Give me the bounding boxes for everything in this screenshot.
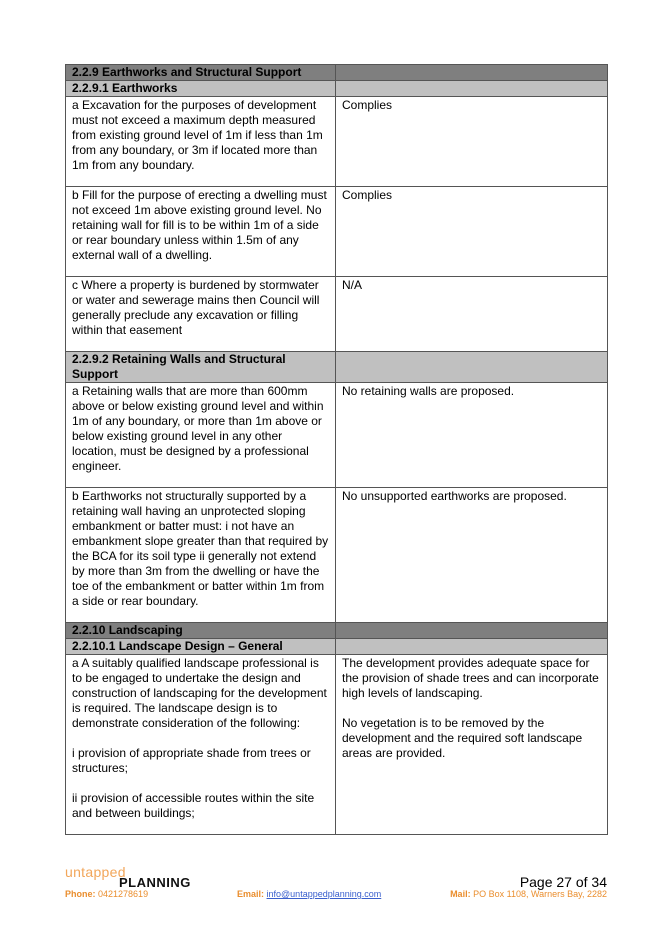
requirement-text: a A suitably qualified landscape professional is to be engaged to undertake the design and construction of landscaping for the development is required. The landscape design is to demonstrate consideration of the following: — [72, 656, 327, 730]
response-cell — [336, 488, 608, 623]
requirement-text: b Earthworks not structurally supported by a retaining wall having an unprotected sloping embankment or batter must: i not have an embankment slope greater than that required by the BCA for its soil type ii generally not extend by more than 3m from the dwelling or have the toe of the embankment or batter within 1m from a side or rear boundary. — [72, 489, 329, 608]
section-heading-row — [66, 623, 608, 639]
email-label: Email: — [237, 889, 265, 899]
requirement-cell — [66, 383, 336, 488]
paragraph-gap — [72, 776, 329, 791]
response-text: No unsupported earthworks are proposed. — [342, 489, 567, 503]
response-text: No vegetation is to be removed by the development and the required soft landscape areas are provided. — [342, 716, 583, 760]
section-title: 2.2.9.2 Retaining Walls and Structural Support — [66, 352, 336, 383]
paragraph-gap — [72, 731, 329, 746]
contact-row — [65, 889, 607, 903]
section-title: 2.2.9.1 Earthworks — [66, 81, 336, 97]
section-title-empty-cell — [336, 352, 608, 383]
requirement-row — [66, 187, 608, 277]
requirement-row — [66, 488, 608, 623]
response-cell — [336, 655, 608, 835]
contact-mail — [450, 889, 607, 899]
requirement-row — [66, 97, 608, 187]
response-text: Complies — [342, 188, 393, 202]
response-text: Complies — [342, 98, 393, 112]
section-title-empty-cell — [336, 639, 608, 655]
page-number: Page 27 of 34 — [519, 874, 607, 890]
response-cell — [336, 97, 608, 187]
requirement-row — [66, 277, 608, 352]
section-title: 2.2.10 Landscaping — [66, 623, 336, 639]
mail-value: PO Box 1108, Warners Bay, 2282 — [473, 889, 607, 899]
requirement-text: ii provision of accessible routes within the site and between buildings; — [72, 791, 315, 820]
response-cell — [336, 187, 608, 277]
contact-email — [237, 889, 381, 899]
requirement-cell — [66, 97, 336, 187]
mail-label: Mail: — [450, 889, 471, 899]
requirement-text: a Excavation for the purposes of development must not exceed a maximum depth measured from existing ground level of 1m if less than 1m from any boundary, or 3m if located more than 1m from any boundary. — [72, 98, 323, 172]
response-text: The development provides adequate space for the provision of shade trees and can incorporate high levels of landscaping. — [342, 656, 599, 700]
requirement-row — [66, 655, 608, 835]
response-cell — [336, 277, 608, 352]
phone-label: Phone: — [65, 889, 96, 899]
page-footer — [0, 860, 670, 947]
contact-phone — [65, 889, 148, 899]
response-text: No retaining walls are proposed. — [342, 384, 515, 398]
requirement-cell — [66, 277, 336, 352]
company-logo — [65, 864, 195, 892]
section-title: 2.2.9 Earthworks and Structural Support — [66, 65, 336, 81]
logo-text-planning: PLANNING — [119, 875, 191, 890]
requirement-row — [66, 383, 608, 488]
paragraph-gap — [342, 701, 601, 716]
email-link[interactable]: info@untappedplanning.com — [266, 889, 382, 899]
section-title-empty-cell — [336, 65, 608, 81]
subsection-heading-row — [66, 81, 608, 97]
compliance-table-body — [66, 65, 608, 835]
requirement-text: b Fill for the purpose of erecting a dwelling must not exceed 1m above existing ground level. No retaining wall for fill is to be within 1m of a side or rear boundary unless within 1.5m of any external wall of a dwelling. — [72, 188, 327, 262]
subsection-heading-row — [66, 352, 608, 383]
section-title: 2.2.10.1 Landscape Design – General — [66, 639, 336, 655]
subsection-heading-row — [66, 639, 608, 655]
response-text: N/A — [342, 278, 363, 292]
requirement-cell — [66, 488, 336, 623]
compliance-table — [65, 64, 608, 835]
requirement-text: c Where a property is burdened by stormwater or water and sewerage mains then Council will generally preclude any excavation or filling within that easement — [72, 278, 320, 337]
requirement-cell — [66, 187, 336, 277]
section-title-empty-cell — [336, 623, 608, 639]
section-title-empty-cell — [336, 81, 608, 97]
section-heading-row — [66, 65, 608, 81]
requirement-text: i provision of appropriate shade from trees or structures; — [72, 746, 311, 775]
requirement-cell — [66, 655, 336, 835]
phone-value: 0421278619 — [98, 889, 149, 899]
response-cell — [336, 383, 608, 488]
logo-text-untapped: untapped — [65, 864, 126, 880]
requirement-text: a Retaining walls that are more than 600mm above or below existing ground level and within 1m of any boundary, or more than 1m above or below existing ground level in any other location, must be designed by a professional engineer. — [72, 384, 324, 473]
